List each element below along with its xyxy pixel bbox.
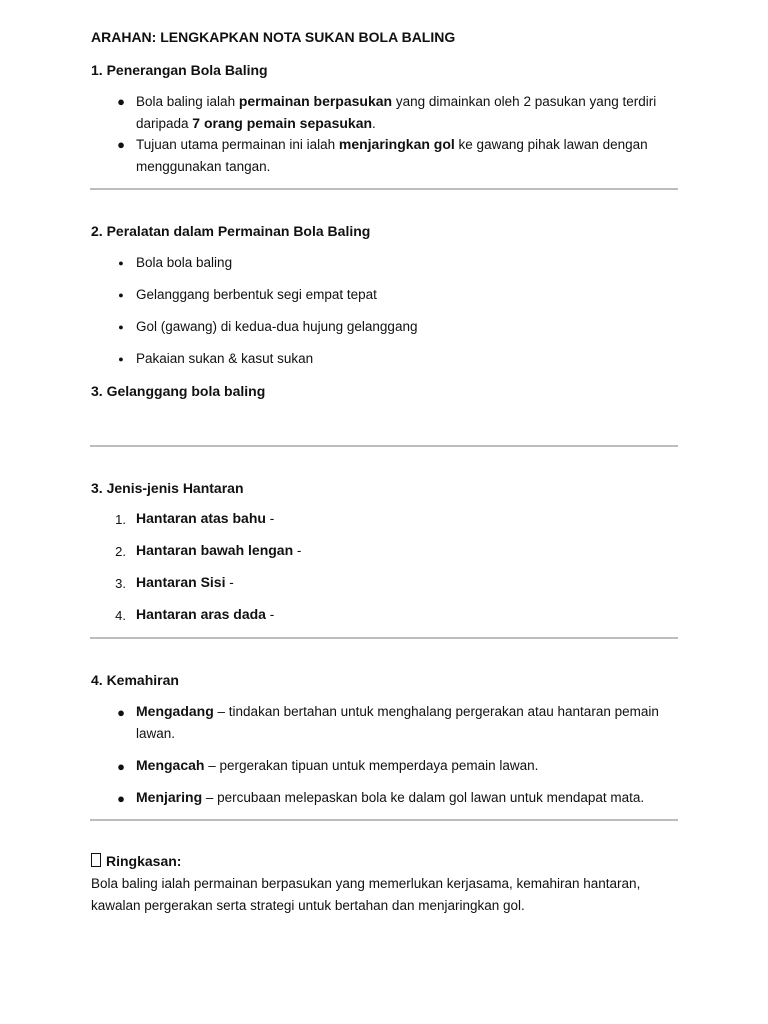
list-item: Tujuan utama permainan ini ialah menjaringkan gol ke gawang pihak lawan dengan menggunakan tangan. [136, 136, 648, 174]
list-item: Mengacah – pergerakan tipuan untuk memperdaya pemain lawan. [136, 757, 539, 773]
divider [90, 188, 678, 190]
list-item: Gol (gawang) di kedua-dua hujung gelanggang [136, 319, 418, 334]
section-2-heading: 2. Peralatan dalam Permainan Bola Baling [91, 223, 371, 239]
bullet-icon: ● [118, 354, 124, 364]
list-number: 1. [115, 512, 126, 527]
section-1-heading: 1. Penerangan Bola Baling [91, 62, 268, 78]
list-item: Hantaran bawah lengan - [136, 542, 302, 558]
summary-heading: Ringkasan: [91, 852, 181, 870]
bullet-icon: ● [117, 94, 125, 109]
section-3-heading: 3. Gelanggang bola baling [91, 383, 266, 399]
divider [90, 819, 678, 821]
bullet-icon: ● [117, 705, 125, 720]
bullet-icon: ● [118, 290, 124, 300]
bullet-icon: ● [118, 258, 124, 268]
bullet-icon: ● [117, 791, 125, 806]
list-item: Gelanggang berbentuk segi empat tepat [136, 287, 377, 302]
bullet-icon: ● [117, 137, 125, 152]
list-item: Menjaring – percubaan melepaskan bola ke dalam gol lawan untuk mendapat mata. [136, 789, 645, 805]
section-3b-heading: 3. Jenis-jenis Hantaran [91, 480, 244, 496]
list-item: Hantaran atas bahu - [136, 510, 275, 526]
page-title: ARAHAN: LENGKAPKAN NOTA SUKAN BOLA BALING [91, 29, 456, 45]
list-number: 3. [115, 576, 126, 591]
list-item: Bola baling ialah permainan berpasukan yang dimainkan oleh 2 pasukan yang terdiri daripada 7 orang pemain sepasukan. [136, 93, 657, 131]
list-item: Mengadang – tindakan bertahan untuk menghalang pergerakan atau hantaran pemain lawan. [136, 703, 659, 741]
list-number: 4. [115, 608, 126, 623]
bullet-icon: ● [117, 759, 125, 774]
divider [90, 637, 678, 639]
section-4-heading: 4. Kemahiran [91, 672, 179, 688]
bullet-icon: ● [118, 322, 124, 332]
summary-text: Bola baling ialah permainan berpasukan yang memerlukan kerjasama, kemahiran hantaran, kawalan pergerakan serta strategi untuk bertahan dan menjaringkan gol. [91, 876, 641, 913]
list-item: Hantaran Sisi - [136, 574, 234, 590]
list-item: Pakaian sukan & kasut sukan [136, 351, 314, 366]
missing-glyph-icon [91, 853, 101, 867]
list-item: Hantaran aras dada - [136, 606, 275, 622]
divider [90, 445, 678, 447]
list-item: Bola bola baling [136, 255, 233, 270]
list-number: 2. [115, 544, 126, 559]
